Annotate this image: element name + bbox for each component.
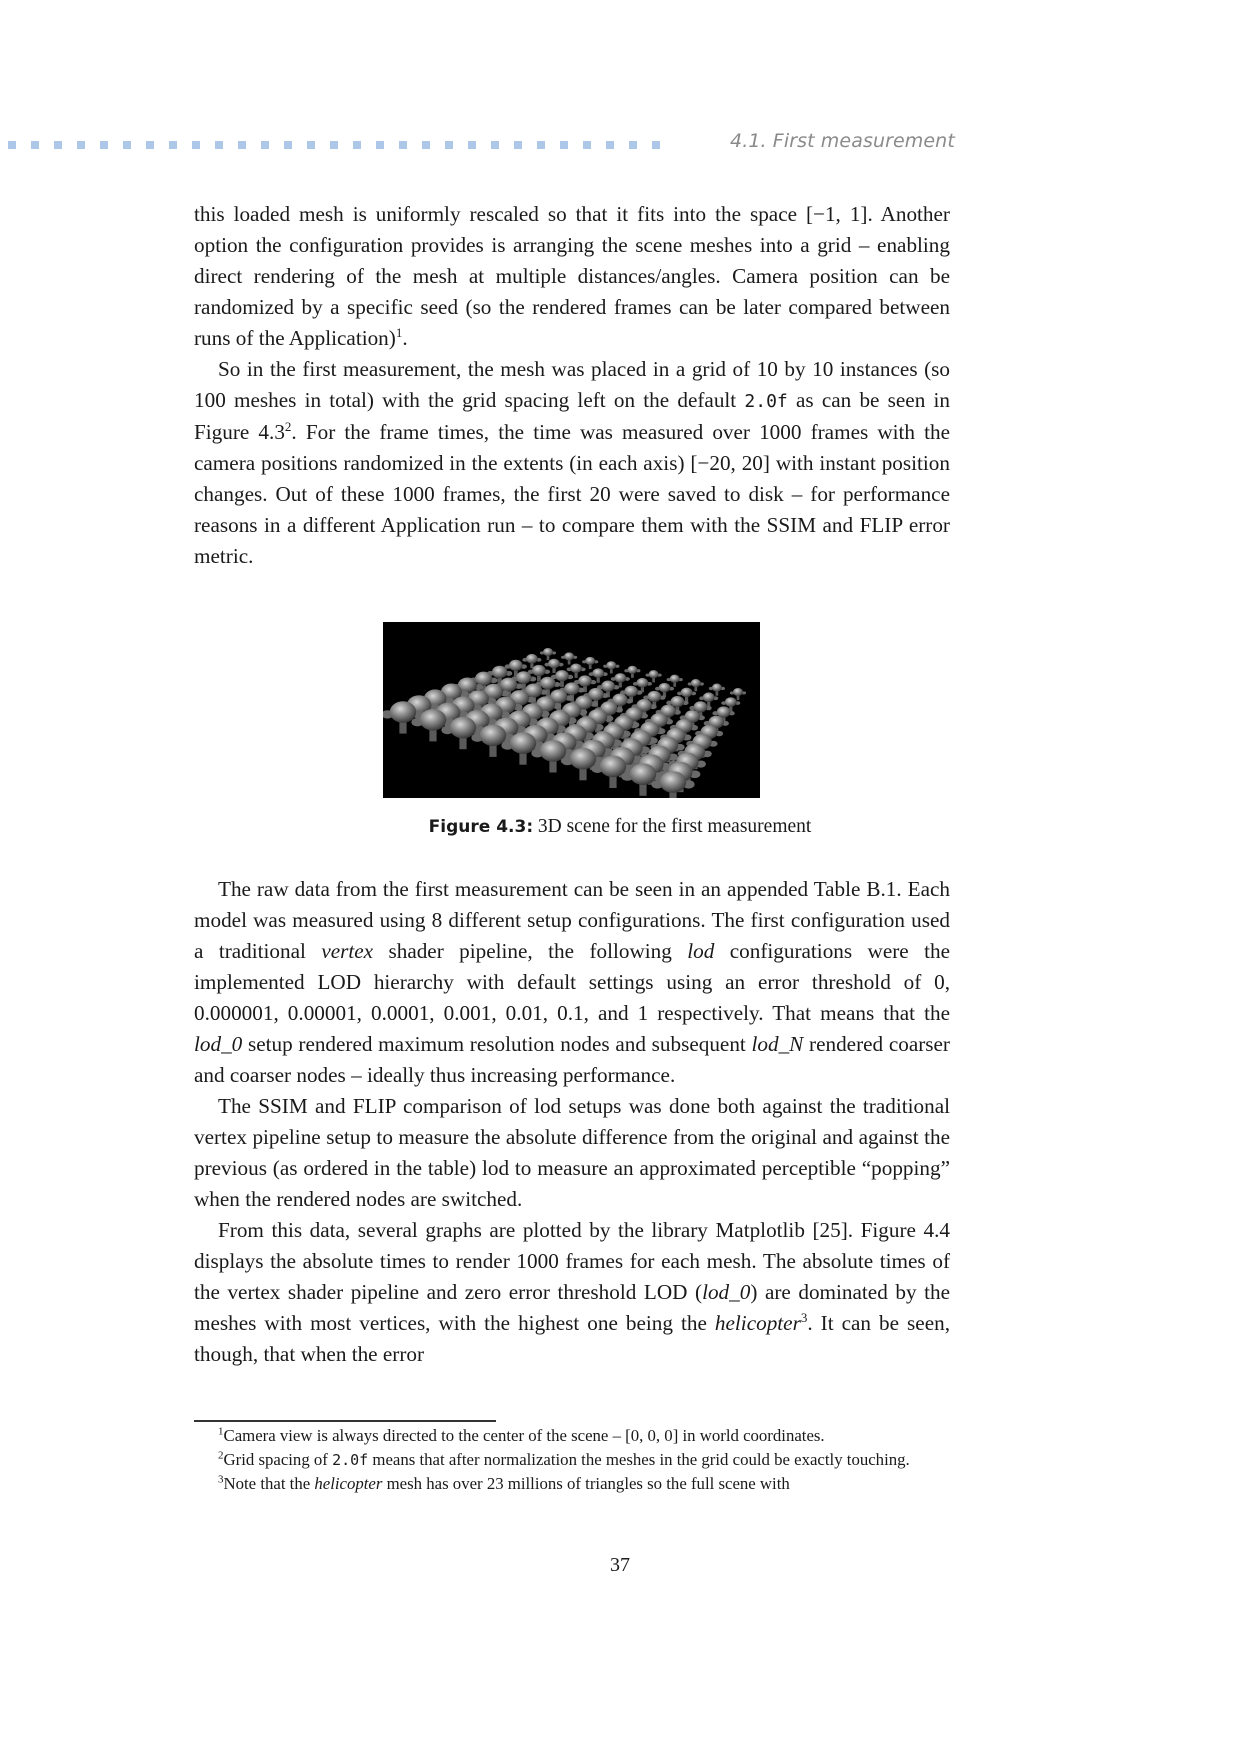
footnote-marker: 1	[218, 1425, 224, 1438]
figure-image-3d-scene	[383, 622, 760, 798]
header-decoration	[8, 141, 660, 149]
decoration-square	[100, 141, 108, 149]
decoration-square	[307, 141, 315, 149]
decoration-square	[537, 141, 545, 149]
decoration-square	[31, 141, 39, 149]
decoration-square	[422, 141, 430, 149]
body-text-top	[194, 199, 950, 572]
italic-term: lod_N	[751, 1032, 804, 1056]
footnote-marker: 2	[218, 1449, 224, 1462]
decoration-square	[192, 141, 200, 149]
italic-term: lod_0	[702, 1280, 751, 1304]
figure-caption-text: 3D scene for the first measurement	[537, 816, 812, 837]
decoration-square	[652, 141, 660, 149]
decoration-square	[261, 141, 269, 149]
decoration-square	[284, 141, 292, 149]
decoration-square	[376, 141, 384, 149]
italic-term: helicopter	[314, 1474, 383, 1493]
decoration-square	[77, 141, 85, 149]
footnote: $^3$Note that the helicopter mesh has over 23 millions of triangles so the full scene with	[218, 1473, 790, 1493]
footnote: $^1$Camera view is always directed to the center of the scene – [0, 0, 0] in world coordinates.	[218, 1425, 825, 1445]
mesh-grid-render	[383, 622, 760, 798]
decoration-square	[583, 141, 591, 149]
footnote-rule	[194, 1420, 496, 1422]
decoration-square	[146, 141, 154, 149]
paragraph: The raw data from the first measurement can be seen in an appended Table B.1. Each model was measured using 8 different setup configurations. The first configuration used a traditional vertex shader pipeline, the following lod configurations were the implemented LOD hierarchy with default settings using an error threshold of 0, 0.000001, 0.00001, 0.0001, 0.001, 0.01, 0.1, and 1 respectively. That means that the lod_0 setup rendered maximum resolution nodes and subsequent lod_N rendered coarser and coarser nodes – ideally thus increasing performance.	[194, 877, 951, 1087]
italic-term: lod	[687, 939, 715, 963]
footnote-marker: 3	[218, 1473, 224, 1486]
decoration-square	[514, 141, 522, 149]
decoration-square	[399, 141, 407, 149]
italic-term: helicopter	[714, 1311, 801, 1335]
figure-caption	[0, 816, 1240, 838]
italic-term: lod_0	[194, 1032, 243, 1056]
paragraph: So in the first measurement, the mesh was placed in a grid of 10 by 10 instances (so 100 meshes in total) with the grid spacing left on the default 2.0f as can be seen in Figure $4.3^2$. For the frame times, the time was measured over 1000 frames with the camera positions randomized in the extents (in each axis) [−20, 20] with instant position changes. Out of these 1000 frames, the first 20 were saved to disk – for performance reasons in a different Application run – to compare them with the SSIM and FLIP error metric.	[194, 357, 950, 568]
footnote-marker: 2	[284, 418, 292, 434]
decoration-square	[445, 141, 453, 149]
decoration-square	[606, 141, 614, 149]
decoration-square	[560, 141, 568, 149]
decoration-square	[353, 141, 361, 149]
decoration-square	[238, 141, 246, 149]
decoration-square	[215, 141, 223, 149]
footnote: $^2$Grid spacing of 2.0f means that after normalization the meshes in the grid could be exactly touching.	[218, 1449, 910, 1469]
figure-label: Figure 4.3:	[428, 817, 534, 837]
italic-term: vertex	[321, 939, 374, 963]
code-literal: 2.0f	[744, 391, 788, 412]
decoration-square	[8, 141, 16, 149]
page-number: 37	[610, 1554, 630, 1576]
code-literal: 2.0f	[332, 1451, 369, 1469]
decoration-square	[54, 141, 62, 149]
footnote-marker: 3	[800, 1309, 808, 1325]
decoration-square	[169, 141, 177, 149]
decoration-square	[491, 141, 499, 149]
body-text-bottom	[194, 874, 950, 1370]
decoration-square	[123, 141, 131, 149]
paragraph: From this data, several graphs are plotted by the library Matplotlib [25]. Figure 4.4 displays the absolute times to render 1000 frames for each mesh. The absolute times of the vertex shader pipeline and zero error threshold LOD (lod_0) are dominated by the meshes with most vertices, with the highest one being the helicopter$^3$. It can be seen, though, that when the error	[194, 1218, 950, 1366]
decoration-square	[330, 141, 338, 149]
running-header-title: 4.1. First measurement	[730, 130, 955, 152]
decoration-square	[629, 141, 637, 149]
paragraph: The SSIM and FLIP comparison of lod setups was done both against the traditional vertex pipeline setup to measure the absolute difference from the original and against the previous (as ordered in the table) lod to measure an approximated perceptible “popping” when the rendered nodes are switched.	[194, 1094, 950, 1211]
paragraph: this loaded mesh is uniformly rescaled so that it fits into the space [−1, 1]. Another option the configuration provides is arranging the scene meshes into a grid – enabling direct rendering of the mesh at multiple distances/angles. Camera position can be randomized by a specific seed (so the rendered frames can be later compared between runs of the Application)$^1$.	[194, 202, 950, 350]
decoration-square	[468, 141, 476, 149]
footnote-marker: 1	[395, 324, 403, 340]
footnotes	[194, 1424, 950, 1496]
